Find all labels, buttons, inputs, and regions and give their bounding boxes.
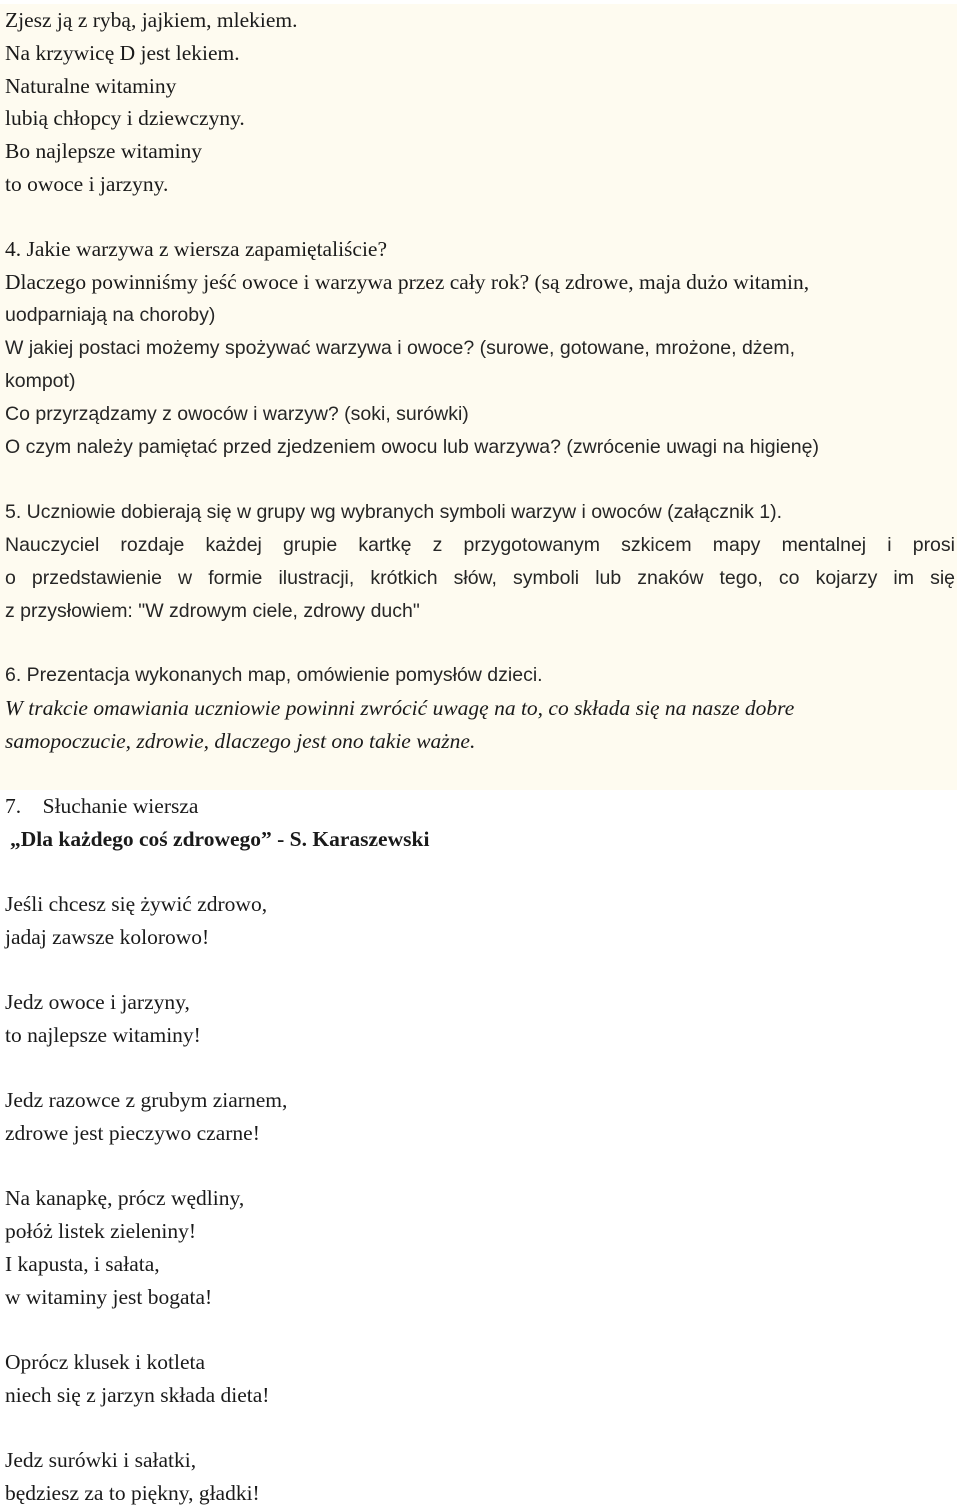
poem-line: Jedz owoce i jarzyny, — [5, 990, 190, 1014]
poem-line: połóż listek zieleniny! — [5, 1219, 197, 1243]
poem-line: Zjesz ją z rybą, jajkiem, mlekiem. — [5, 8, 298, 32]
section-4-question: W jakiej postaci możemy spożywać warzywa i owoce? (surowe, gotowane, mrożone, dżem, — [5, 337, 796, 359]
section-6-note: W trakcie omawiania uczniowie powinni zwrócić uwagę na to, co składa się na nasze dobre — [5, 696, 795, 720]
section-4-question: Dlaczego powinniśmy jeść owoce i warzywa przez cały rok? (są zdrowe, maja dużo witamin, — [5, 270, 810, 294]
section-5-line: z przysłowiem: "W zdrowym ciele, zdrowy duch" — [5, 600, 420, 622]
section-4-question: O czym należy pamiętać przed zjedzeniem owocu lub warzywa? (zwrócenie uwagi na higienę) — [5, 436, 819, 458]
poem-line: Jeśli chcesz się żywić zdrowo, — [5, 892, 268, 916]
poem-line: w witaminy jest bogata! — [5, 1285, 213, 1309]
section-4-question: Co przyrządzamy z owoców i warzyw? (soki, surówki) — [5, 403, 469, 425]
section-4-heading: 4. Jakie warzywa z wiersza zapamiętaliście? — [5, 237, 388, 261]
poem-line: Na krzywicę D jest lekiem. — [5, 41, 240, 65]
poem-title: „Dla każdego coś zdrowego” - S. Karaszewski — [10, 827, 430, 851]
poem-line: jadaj zawsze kolorowo! — [5, 925, 210, 949]
section-5-line: o przedstawienie w formie ilustracji, krótkich słów, symboli lub znaków tego, co kojarzy im się — [5, 567, 955, 589]
poem-line: Jedz razowce z grubym ziarnem, — [5, 1088, 288, 1112]
poem-line: zdrowe jest pieczywo czarne! — [5, 1121, 260, 1145]
poem-line: lubią chłopcy i dziewczyny. — [5, 106, 245, 130]
poem-line: to najlepsze witaminy! — [5, 1023, 201, 1047]
poem-line: Na kanapkę, prócz wędliny, — [5, 1186, 245, 1210]
poem-line: Bo najlepsze witaminy — [5, 139, 203, 163]
section-6-note: samopoczucie, zdrowie, dlaczego jest ono takie ważne. — [5, 729, 476, 753]
poem-line: I kapusta, i sałata, — [5, 1252, 160, 1276]
poem-line: Jedz surówki i sałatki, — [5, 1448, 197, 1472]
poem-line: to owoce i jarzyny. — [5, 172, 169, 196]
poem-line: będziesz za to piękny, gładki! — [5, 1481, 260, 1505]
section-5-line: Nauczyciel rozdaje każdej grupie kartkę z przygotowanym szkicem mapy mentalnej i prosi — [5, 534, 955, 556]
poem-line: Oprócz klusek i kotleta — [5, 1350, 206, 1374]
poem-line: niech się z jarzyn składa dieta! — [5, 1383, 270, 1407]
section-4-answer: uodparniają na choroby) — [5, 304, 216, 326]
section-6-heading: 6. Prezentacja wykonanych map, omówienie pomysłów dzieci. — [5, 664, 543, 686]
section-4-answer: kompot) — [5, 370, 76, 392]
section-7-heading: 7. Słuchanie wiersza — [5, 794, 199, 818]
poem-line: Naturalne witaminy — [5, 74, 177, 98]
section-5-line: 5. Uczniowie dobierają się w grupy wg wybranych symboli warzyw i owoców (załącznik 1). — [5, 501, 783, 523]
